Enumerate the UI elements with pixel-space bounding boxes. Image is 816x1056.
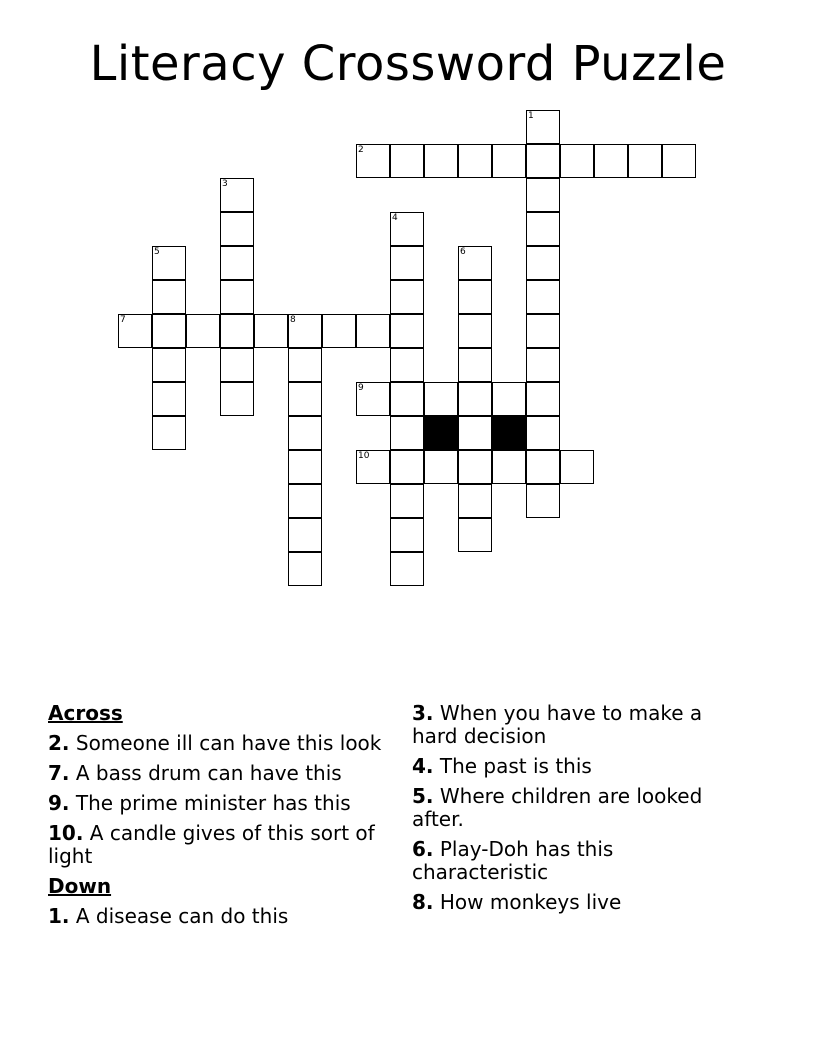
grid-cell[interactable]	[390, 416, 424, 450]
grid-cell[interactable]	[254, 314, 288, 348]
clue-down-6: 6. Play-Doh has this characteristic	[412, 837, 614, 884]
grid-cell[interactable]	[458, 280, 492, 314]
clue-down-3: 3. When you have to make a hard decision	[412, 701, 703, 748]
clue-number: 10	[358, 451, 370, 461]
grid-cell[interactable]	[152, 348, 186, 382]
grid-cell[interactable]	[458, 518, 492, 552]
grid-cell[interactable]	[390, 246, 424, 280]
clue-number: 1	[528, 111, 534, 121]
grid-cell[interactable]	[220, 178, 254, 212]
grid-cell[interactable]	[526, 246, 560, 280]
clue-down-4: 4. The past is this	[412, 754, 592, 778]
grid-cell[interactable]	[390, 280, 424, 314]
grid-cell[interactable]	[458, 484, 492, 518]
clue-number: 4	[392, 213, 398, 223]
grid-cell[interactable]	[356, 144, 390, 178]
grid-cell[interactable]	[288, 382, 322, 416]
grid-cell[interactable]	[390, 314, 424, 348]
grid-cell[interactable]	[220, 280, 254, 314]
grid-block	[492, 416, 526, 450]
grid-cell[interactable]	[152, 382, 186, 416]
grid-cell[interactable]	[594, 144, 628, 178]
grid-cell[interactable]	[390, 552, 424, 586]
grid-cell[interactable]	[458, 382, 492, 416]
grid-cell[interactable]	[356, 314, 390, 348]
clue-number: 5	[154, 247, 160, 257]
grid-cell[interactable]	[526, 178, 560, 212]
grid-cell[interactable]	[424, 382, 458, 416]
grid-cell[interactable]	[560, 450, 594, 484]
grid-cell[interactable]	[526, 212, 560, 246]
grid-cell[interactable]	[492, 144, 526, 178]
grid-cell[interactable]	[288, 314, 322, 348]
grid-cell[interactable]	[220, 314, 254, 348]
grid-cell[interactable]	[458, 450, 492, 484]
clue-down-5: 5. Where children are looked after.	[412, 784, 703, 831]
grid-cell[interactable]	[390, 382, 424, 416]
grid-cell[interactable]	[628, 144, 662, 178]
page-title: Literacy Crossword Puzzle	[89, 36, 727, 92]
grid-cell[interactable]	[152, 246, 186, 280]
grid-cell[interactable]	[288, 484, 322, 518]
clue-down-8: 8. How monkeys live	[412, 890, 622, 914]
grid-cell[interactable]	[118, 314, 152, 348]
grid-cell[interactable]	[288, 552, 322, 586]
grid-cell[interactable]	[390, 450, 424, 484]
clue-number: 3	[222, 179, 228, 189]
grid-cell[interactable]	[492, 450, 526, 484]
clue-down-1: 1. A disease can do this	[48, 904, 289, 928]
grid-cell[interactable]	[492, 382, 526, 416]
clue-number: 7	[120, 315, 126, 325]
grid-cell[interactable]	[526, 110, 560, 144]
grid-cell[interactable]	[356, 382, 390, 416]
grid-cell[interactable]	[152, 314, 186, 348]
grid-cell[interactable]	[526, 416, 560, 450]
grid-cell[interactable]	[526, 484, 560, 518]
grid-cell[interactable]	[424, 450, 458, 484]
grid-cell[interactable]	[390, 212, 424, 246]
grid-cell[interactable]	[220, 382, 254, 416]
grid-cell[interactable]	[526, 314, 560, 348]
grid-cell[interactable]	[526, 280, 560, 314]
clue-number: 8	[290, 315, 296, 325]
grid-cell[interactable]	[458, 246, 492, 280]
down-heading: Down	[48, 874, 112, 898]
grid-cell[interactable]	[390, 518, 424, 552]
grid-cell[interactable]	[526, 144, 560, 178]
grid-cell[interactable]	[458, 144, 492, 178]
grid-cell[interactable]	[288, 416, 322, 450]
grid-cell[interactable]	[356, 450, 390, 484]
grid-cell[interactable]	[220, 348, 254, 382]
grid-cell[interactable]	[220, 212, 254, 246]
grid-cell[interactable]	[662, 144, 696, 178]
grid-cell[interactable]	[526, 450, 560, 484]
grid-cell[interactable]	[288, 348, 322, 382]
grid-cell[interactable]	[526, 348, 560, 382]
grid-cell[interactable]	[458, 416, 492, 450]
grid-cell[interactable]	[560, 144, 594, 178]
grid-cell[interactable]	[288, 450, 322, 484]
clue-across-10: 10. A candle gives of this sort of light	[48, 821, 375, 868]
grid-block	[424, 416, 458, 450]
clues-left-column	[48, 702, 388, 935]
grid-cell[interactable]	[322, 314, 356, 348]
grid-cell[interactable]	[458, 348, 492, 382]
grid-cell[interactable]	[152, 280, 186, 314]
grid-cell[interactable]	[220, 246, 254, 280]
grid-cell[interactable]	[186, 314, 220, 348]
clue-across-7: 7. A bass drum can have this	[48, 761, 342, 785]
clue-number: 9	[358, 383, 364, 393]
grid-cell[interactable]	[458, 314, 492, 348]
grid-cell[interactable]	[390, 144, 424, 178]
grid-cell[interactable]	[288, 518, 322, 552]
clue-number: 2	[358, 145, 364, 155]
grid-cell[interactable]	[526, 382, 560, 416]
grid-cell[interactable]	[390, 348, 424, 382]
grid-cell[interactable]	[424, 144, 458, 178]
across-heading: Across	[48, 701, 123, 725]
clue-across-9: 9. The prime minister has this	[48, 791, 351, 815]
clues-right-column	[412, 702, 752, 921]
grid-cell[interactable]	[390, 484, 424, 518]
clue-number: 6	[460, 247, 466, 257]
grid-cell[interactable]	[152, 416, 186, 450]
clue-across-2: 2. Someone ill can have this look	[48, 731, 382, 755]
